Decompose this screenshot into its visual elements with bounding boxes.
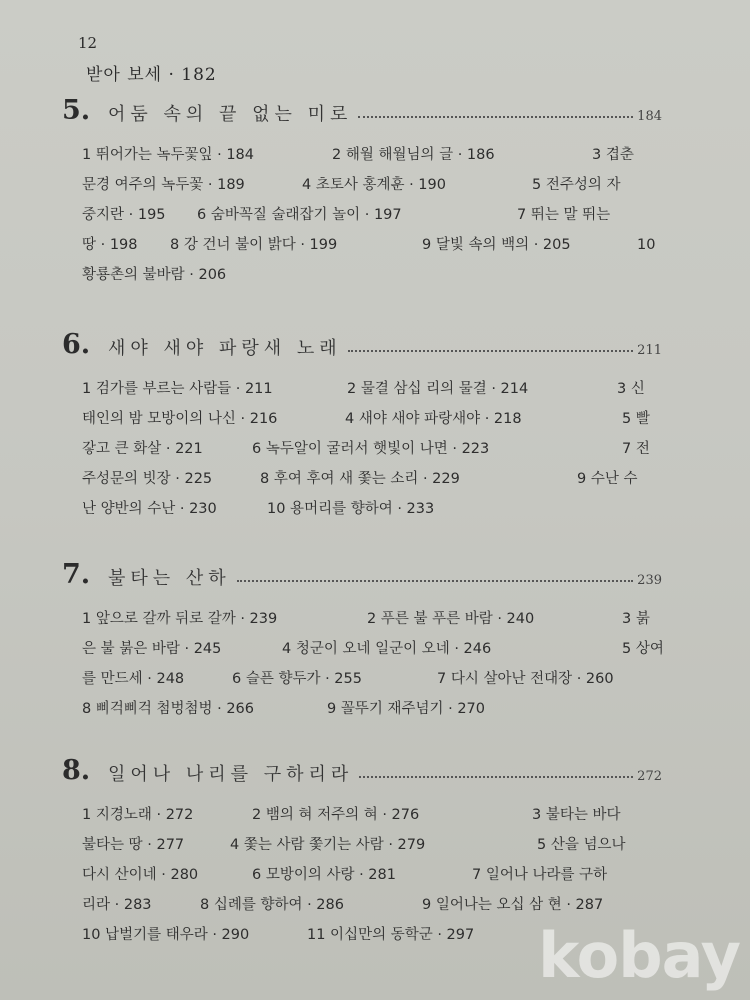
toc-entry: 불타는 땅 · 277 — [82, 837, 185, 853]
toc-entry: 땅 · 198 — [82, 237, 138, 253]
toc-entry: 10 납벌기를 태우라 · 290 — [82, 927, 250, 943]
leader-dots — [358, 116, 633, 118]
toc-entry: 8 십례를 향하여 · 286 — [200, 897, 344, 913]
toc-entry: 1 지경노래 · 272 — [82, 807, 194, 823]
toc-entry: 8 삐걱삐걱 첨벙첨벙 · 266 — [82, 701, 255, 717]
entry-line — [62, 170, 662, 200]
chapter-page: 272 — [637, 769, 662, 784]
toc-entry: 4 초토사 홍계훈 · 190 — [302, 177, 446, 193]
chapter-title: 새야 새야 파랑새 노래 — [108, 338, 342, 359]
entry-line — [62, 404, 662, 434]
toc-entry: 6 숨바꼭질 술래잡기 놀이 · 197 — [197, 207, 402, 223]
toc-entry: 5 산을 넘으나 — [537, 837, 626, 853]
leader-dots — [237, 580, 634, 582]
toc-entry: 6 슬픈 향두가 · 255 — [232, 671, 362, 687]
entry-line — [62, 434, 662, 464]
toc-entry: 9 꼴뚜기 재주넘기 · 270 — [327, 701, 485, 717]
toc-entry: 8 강 건너 불이 밝다 · 199 — [170, 237, 338, 253]
chapter-heading — [62, 560, 662, 590]
chapter-page: 239 — [637, 573, 662, 588]
toc-entry: 4 청군이 오네 일군이 오네 · 246 — [282, 641, 492, 657]
toc-entry: 2 푸른 불 푸른 바람 · 240 — [367, 611, 535, 627]
toc-entry: 를 만드세 · 248 — [82, 671, 185, 687]
toc-entry: 5 상여 — [622, 641, 664, 657]
toc-entry: 3 신 — [617, 381, 645, 397]
entry-line — [62, 494, 662, 524]
toc-entry: 9 달빛 속의 백의 · 205 — [422, 237, 571, 253]
toc-entry: 10 용머리를 향하여 · 233 — [267, 501, 435, 517]
toc-entry: 7 일어나 나라를 구하 — [472, 867, 608, 883]
chapter-title: 불타는 산하 — [108, 568, 231, 589]
chapter-entries — [62, 140, 662, 290]
chapter-5 — [62, 96, 662, 290]
toc-entry: 7 전 — [622, 441, 650, 457]
toc-entry: 황룡촌의 불바람 · 206 — [82, 267, 227, 283]
toc-entry: 8 후여 후여 새 쫓는 소리 · 229 — [260, 471, 460, 487]
chapter-entries — [62, 604, 662, 724]
toc-entry: 11 이십만의 동학군 · 297 — [307, 927, 475, 943]
toc-entry: 1 뛰어가는 녹두꽃잎 · 184 — [82, 147, 255, 163]
entry-line — [62, 140, 662, 170]
page-number: 12 — [78, 34, 98, 52]
chapter-heading — [62, 756, 662, 786]
toc-entry: 난 양반의 수난 · 230 — [82, 501, 217, 517]
chapter-number: 7. — [62, 559, 91, 590]
chapter-number: 5. — [62, 95, 91, 126]
toc-entry: 은 불 붉은 바람 · 245 — [82, 641, 222, 657]
chapter-number: 8. — [62, 755, 91, 786]
toc-entry: 3 불타는 바다 — [532, 807, 621, 823]
toc-entry: 주성문의 빗장 · 225 — [82, 471, 213, 487]
entry-line — [62, 860, 662, 890]
toc-entry: 중지란 · 195 — [82, 207, 166, 223]
entry-line — [62, 604, 662, 634]
toc-entry: 2 물결 삼십 리의 물결 · 214 — [347, 381, 529, 397]
entry-line — [62, 830, 662, 860]
leader-dots — [359, 776, 633, 778]
chapter-heading — [62, 330, 662, 360]
chapter-title: 일어나 나리를 구하리라 — [108, 764, 354, 785]
toc-entry: 6 모방이의 사랑 · 281 — [252, 867, 396, 883]
toc-entry: 7 다시 살아난 전대장 · 260 — [437, 671, 614, 687]
toc-entry: 9 수난 수 — [577, 471, 638, 487]
toc-entry: 1 앞으로 갈까 뒤로 갈까 · 239 — [82, 611, 278, 627]
toc-entry: 3 겹춘 — [592, 147, 634, 163]
toc-entry: 문경 여주의 녹두꽃 · 189 — [82, 177, 245, 193]
entry-line — [62, 694, 662, 724]
toc-entry: 4 새야 새야 파랑새야 · 218 — [345, 411, 522, 427]
entry-line — [62, 664, 662, 694]
entry-line — [62, 634, 662, 664]
toc-entry: 2 해월 해월님의 글 · 186 — [332, 147, 495, 163]
toc-entry: 태인의 밤 모방이의 나신 · 216 — [82, 411, 278, 427]
toc-entry: 5 빨 — [622, 411, 650, 427]
toc-entry: 2 뱀의 혀 저주의 혀 · 276 — [252, 807, 420, 823]
entry-line — [62, 464, 662, 494]
toc-entry: 갛고 큰 화살 · 221 — [82, 441, 203, 457]
chapter-number: 6. — [62, 329, 91, 360]
toc-entry: 3 붉 — [622, 611, 650, 627]
chapter-heading — [62, 96, 662, 126]
watermark: kobay — [538, 919, 740, 992]
entry-line — [62, 890, 662, 920]
entry-line — [62, 374, 662, 404]
entry-line — [62, 230, 662, 260]
toc-entry: 6 녹두알이 굴러서 햇빛이 나면 · 223 — [252, 441, 490, 457]
top-entry: 받아 보세 · 182 — [86, 65, 217, 85]
toc-entry: 9 일어나는 오십 삼 현 · 287 — [422, 897, 604, 913]
chapter-page: 211 — [637, 343, 662, 358]
toc-entry: 10 — [637, 237, 656, 253]
leader-dots — [348, 350, 634, 352]
chapter-entries — [62, 374, 662, 524]
entry-line — [62, 800, 662, 830]
toc-entry: 1 검가를 부르는 사람들 · 211 — [82, 381, 273, 397]
entry-line — [62, 260, 662, 290]
toc-entry: 다시 산이네 · 280 — [82, 867, 199, 883]
chapter-page: 184 — [637, 109, 662, 124]
chapter-7 — [62, 560, 662, 724]
toc-entry: 리라 · 283 — [82, 897, 152, 913]
toc-entry: 4 쫓는 사람 쫓기는 사람 · 279 — [230, 837, 426, 853]
toc-entry: 7 뛰는 말 뛰는 — [517, 207, 611, 223]
entry-line — [62, 200, 662, 230]
chapter-title: 어둠 속의 끝 없는 미로 — [108, 104, 353, 125]
chapter-6 — [62, 330, 662, 524]
toc-entry: 5 전주성의 자 — [532, 177, 621, 193]
